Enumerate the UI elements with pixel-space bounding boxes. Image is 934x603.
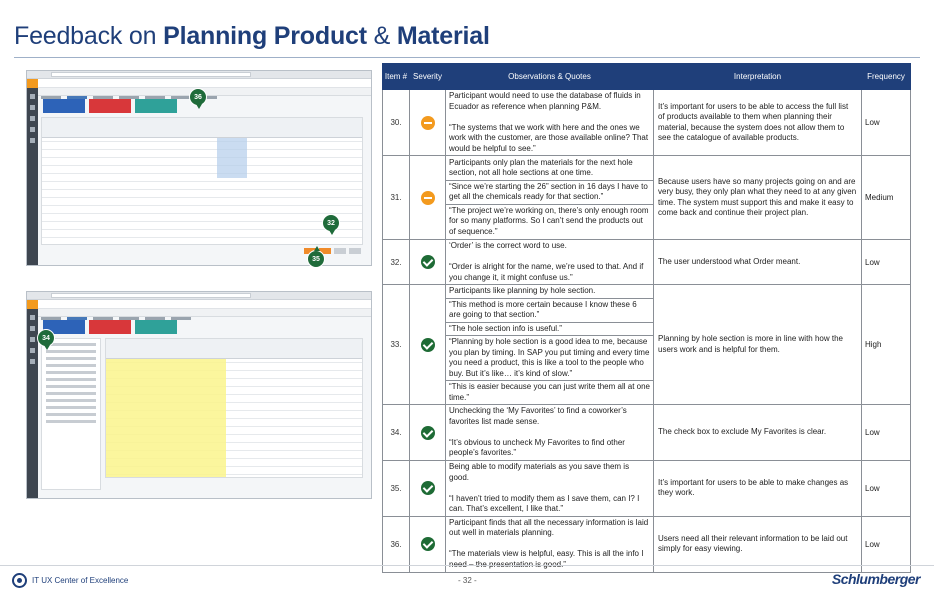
app-sidebar [27, 79, 38, 265]
materials-grid [105, 338, 363, 478]
observations-cell [446, 240, 654, 285]
table-row [383, 516, 911, 572]
interpretation-cell: It’s important for users to be able to access the full list of products available to them when planning their material, because the system does not allow them to see the catalogue of available products. [654, 90, 862, 156]
browser-chrome [27, 292, 371, 300]
header-frequency: Frequency [862, 64, 911, 90]
table-row [383, 156, 911, 240]
severity-cell [410, 461, 446, 517]
header-severity: Severity [410, 64, 446, 90]
check-circle-icon [421, 338, 435, 352]
severity-cell [410, 516, 446, 572]
observations-cell [446, 285, 654, 405]
observations-cell [446, 156, 654, 240]
table-header-row [383, 64, 911, 90]
marker-35: 35 [307, 250, 325, 268]
url-bar [51, 293, 251, 298]
coe-logo-icon [12, 573, 27, 588]
frequency-cell: Low [862, 90, 911, 156]
frequency-cell: Medium [862, 156, 911, 240]
interpretation-cell: Users need all their relevant information to be laid out simply for easy viewing. [654, 516, 862, 572]
observation-text: Unchecking the ‘My Favorites’ to find a coworker’s favorites list made sense. “It’s obvious to uncheck My Favorites to find other people’s favorites.” [449, 406, 627, 458]
item-number: 36. [383, 516, 410, 572]
marker-36: 36 [189, 88, 207, 106]
footer-divider [0, 565, 934, 566]
item-number: 30. [383, 90, 410, 156]
item-number: 31. [383, 156, 410, 240]
table-row [383, 285, 911, 405]
page-number: - 32 - [458, 576, 477, 585]
severity-cell [410, 90, 446, 156]
observations-cell [446, 90, 654, 156]
browser-chrome [27, 71, 371, 79]
severity-cell [410, 240, 446, 285]
app-header [38, 79, 371, 88]
page-title: Feedback on Planning Product & Material [14, 22, 490, 50]
observation-text: “Since we’re starting the 26” section in 16 days I have to get all the chemicals ready for that section.” [446, 180, 653, 204]
interpretation-cell: Planning by hole section is more in line with how the users work and is helpful for them. [654, 285, 862, 405]
interpretation-cell: The user understood what Order meant. [654, 240, 862, 285]
interpretation-cell: Because users have so many projects going on and are very busy, they only plan what they need to at any given time. The system must support this and make it easy to come back and continue their project plan. [654, 156, 862, 240]
feedback-table [382, 63, 911, 573]
footer-org: IT UX Center of Excellence [32, 576, 129, 585]
check-circle-icon [421, 426, 435, 440]
item-number: 33. [383, 285, 410, 405]
table-row [383, 90, 911, 156]
severity-cell [410, 156, 446, 240]
app-sidebar [27, 300, 38, 498]
favorites-panel [41, 338, 101, 490]
observation-text: Participants only plan the materials for the next hole section, not all hole sections at one time. [449, 157, 633, 178]
observation-text: Participants like planning by hole section. [449, 286, 596, 295]
check-circle-icon [421, 481, 435, 495]
app-header [38, 300, 371, 309]
table-row [383, 405, 911, 461]
item-number: 35. [383, 461, 410, 517]
frequency-cell: Low [862, 405, 911, 461]
interpretation-cell: The check box to exclude My Favorites is clear. [654, 405, 862, 461]
frequency-cell: High [862, 285, 911, 405]
app-tabs [38, 309, 371, 317]
check-circle-icon [421, 255, 435, 269]
brand-logo: Schlumberger [831, 571, 920, 587]
header-interpretation: Interpretation [654, 64, 862, 90]
marker-34: 34 [37, 329, 55, 347]
check-circle-icon [421, 537, 435, 551]
observations-cell [446, 461, 654, 517]
header-observations: Observations & Quotes [446, 64, 654, 90]
observation-text: Participant would need to use the database of fluids in Ecuador as reference when planning P&M. “The systems that we work with here and the ones we work with the customer, are those available online? That would be helpful to see.” [449, 91, 649, 153]
screenshot-planning-bottom [26, 291, 372, 499]
materials-grid [41, 117, 363, 245]
header-item: Item # [383, 64, 410, 90]
marker-32: 32 [322, 214, 340, 232]
severity-cell [410, 405, 446, 461]
minus-circle-icon [421, 191, 435, 205]
frequency-cell: Low [862, 461, 911, 517]
observation-text: “This method is more certain because I know these 6 are going to that section.” [446, 298, 653, 322]
frequency-cell: Low [862, 240, 911, 285]
item-number: 32. [383, 240, 410, 285]
observation-text: Being able to modify materials as you save them is good. “I haven’t tried to modify them as I save them, can I? I can. That’s excellent, I like that.” [449, 462, 640, 513]
observation-text: “The hole section info is useful.” [446, 322, 653, 336]
observations-cell [446, 405, 654, 461]
observation-text: Participant finds that all the necessary information is laid out well in materials planning. “The materials view is helpful, easy. This is all the info I [449, 517, 649, 559]
frequency-cell: Low [862, 516, 911, 572]
observation-text: ‘Order’ is the correct word to use. “Order is alright for the name, we’re used to that. And if you change it, it might confuse us.” [449, 241, 644, 282]
table-row [383, 461, 911, 517]
severity-cell [410, 285, 446, 405]
minus-circle-icon [421, 116, 435, 130]
url-bar [51, 72, 251, 77]
observations-cell [446, 516, 654, 572]
observation-text: “Planning by hole section is a good idea to me, because you plan by timing. In SAP you put timing and every time you need a product, this is like a tool to the people who buy. But it’s like… it’s kind of slow.” [446, 335, 653, 380]
table-row [383, 240, 911, 285]
interpretation-cell: It’s important for users to be able to make changes as they work. [654, 461, 862, 517]
observation-text: “This is easier because you can just write them all at one time.” [446, 380, 653, 404]
title-divider [14, 57, 920, 58]
item-number: 34. [383, 405, 410, 461]
observation-text: “The project we’re working on, there’s only enough room for so many platforms. So I can’t send the products out of sequence.” [446, 204, 653, 239]
